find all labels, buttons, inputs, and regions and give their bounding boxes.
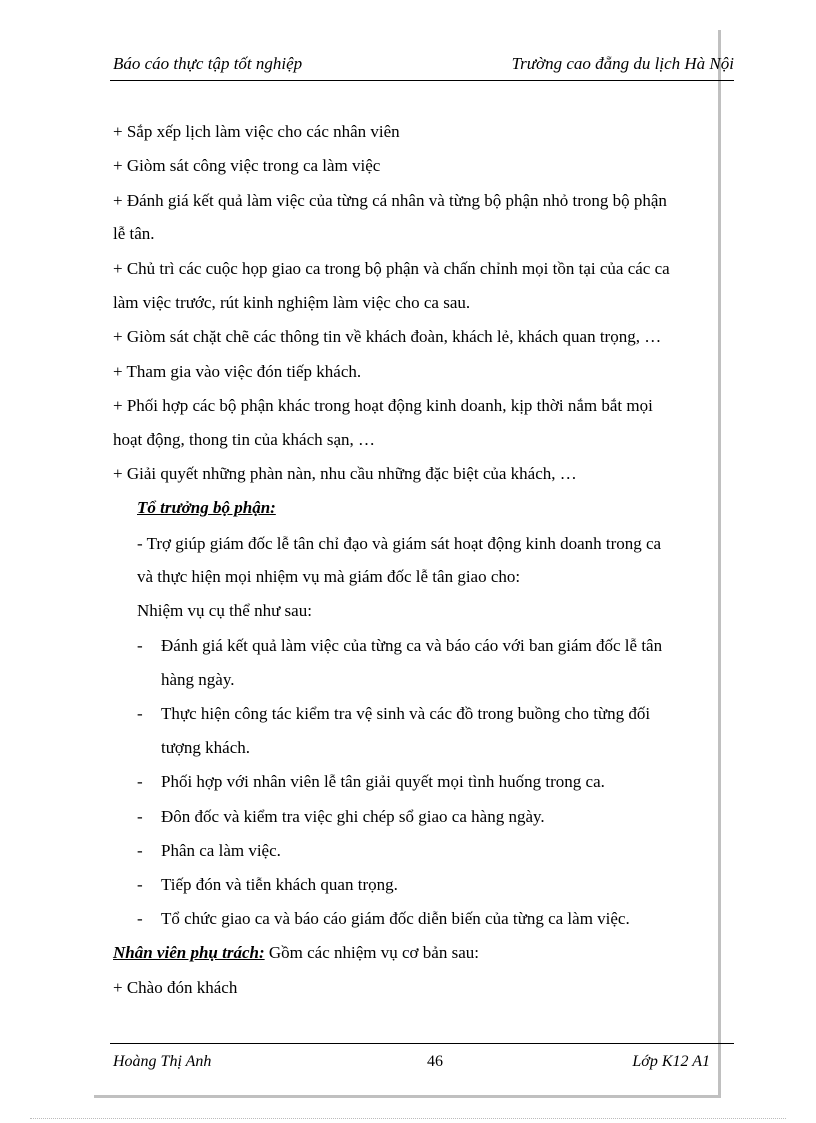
section-intro: Gồm các nhiệm vụ cơ bản sau: — [264, 943, 479, 962]
bullet-dash: - — [137, 636, 143, 655]
list-item: Đánh giá kết quả làm việc của từng ca và báo cáo với ban giám đốc lễ tân — [161, 636, 663, 655]
paragraph: + Đánh giá kết quả làm việc của từng cá nhân và từng bộ phận nhỏ trong bộ phận — [113, 191, 667, 210]
bullet-dash: - — [137, 772, 143, 791]
page-edge-dots — [30, 1118, 786, 1119]
list-item: Thực hiện công tác kiểm tra vệ sinh và các đồ trong buồng cho từng đối — [161, 704, 651, 723]
header-left: Báo cáo thực tập tốt nghiệp — [113, 54, 303, 73]
section-heading: Nhân viên phụ trách: — [113, 943, 265, 962]
paragraph: + Phối hợp các bộ phận khác trong hoạt động kinh doanh, kịp thời nắm bắt mọi — [113, 396, 653, 415]
list-item: Tổ chức giao ca và báo cáo giám đốc diễn biến của từng ca làm việc. — [161, 909, 630, 928]
bullet-dash: - — [137, 841, 143, 860]
paragraph: + Giải quyết những phàn nàn, nhu cầu những đặc biệt của khách, … — [113, 464, 577, 483]
bullet-dash: - — [137, 909, 143, 928]
paragraph: Nhiệm vụ cụ thể như sau: — [137, 601, 312, 620]
bullet-dash: - — [137, 807, 143, 826]
paragraph: lễ tân. — [113, 224, 155, 243]
bullet-dash: - — [137, 704, 143, 723]
paragraph: + Sắp xếp lịch làm việc cho các nhân viên — [113, 122, 400, 141]
list-item: tượng khách. — [161, 738, 251, 757]
paragraph: + Tham gia vào việc đón tiếp khách. — [113, 362, 362, 381]
header-right: Trường cao đẵng du lịch Hà Nội — [511, 54, 734, 73]
footer-class: Lớp K12 A1 — [632, 1053, 710, 1070]
paragraph: và thực hiện mọi nhiệm vụ mà giám đốc lễ tân giao cho: — [137, 567, 521, 586]
paragraph: - Trợ giúp giám đốc lễ tân chỉ đạo và giám sát hoạt động kinh doanh trong ca — [137, 534, 662, 553]
list-item: hàng ngày. — [161, 670, 235, 689]
footer-divider — [110, 1043, 734, 1044]
paragraph: + Chủ trì các cuộc họp giao ca trong bộ phận và chấn chỉnh mọi tồn tại của các ca — [113, 259, 670, 278]
section-line — [113, 941, 479, 965]
paragraph: hoạt động, thong tin của khách sạn, … — [113, 430, 376, 449]
paragraph: + Giòm sát công việc trong ca làm việc — [113, 156, 381, 175]
paragraph: làm việc trước, rút kinh nghiệm làm việc cho ca sau. — [113, 293, 471, 312]
list-item: Phối hợp với nhân viên lễ tân giải quyết mọi tình huống trong ca. — [161, 772, 605, 791]
bullet-dash: - — [137, 875, 143, 894]
header-divider — [110, 80, 734, 81]
page-number: 46 — [427, 1053, 443, 1070]
list-item: Phân ca làm việc. — [161, 841, 281, 860]
list-item: Đôn đốc và kiểm tra việc ghi chép sổ giao ca hàng ngày. — [161, 807, 545, 826]
section-heading: Tổ trưởng bộ phận: — [137, 498, 276, 517]
footer-author: Hoàng Thị Anh — [113, 1053, 212, 1070]
list-item: Tiếp đón và tiễn khách quan trọng. — [161, 875, 398, 894]
paragraph: + Giòm sát chặt chẽ các thông tin về khách đoàn, khách lẻ, khách quan trọng, … — [113, 327, 662, 346]
paragraph: + Chào đón khách — [113, 978, 238, 997]
